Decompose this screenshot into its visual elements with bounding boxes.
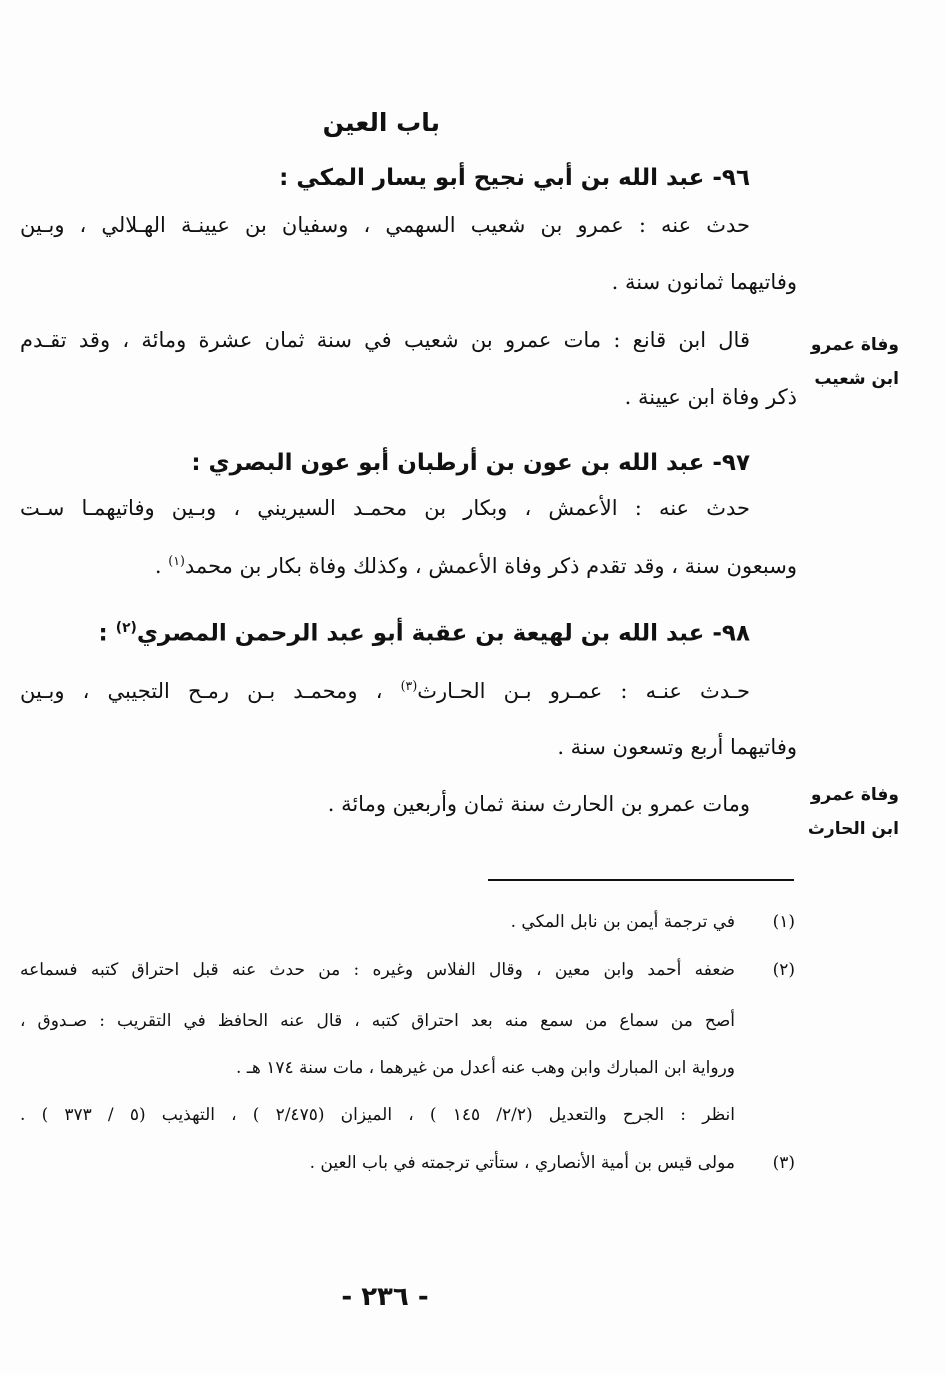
entry-96-line-4: ذكر وفاة ابن عيينة .	[624, 385, 797, 409]
entry-96-line-2: وفاتيهما ثمانون سنة .	[611, 270, 797, 294]
footnote-1-text: في ترجمة أيمن بن نابل المكي .	[510, 912, 735, 932]
entry-96-heading: ٩٦- عبد الله بن أبي نجيح أبو يسار المكي :	[279, 165, 750, 191]
margin-note-amr-harith: وفاة عمرو ابن الحارث	[807, 785, 899, 839]
entry-97-heading: ٩٧- عبد الله بن عون بن أرطبان أبو عون البصري :	[191, 450, 750, 476]
entry-98-heading-end: :	[98, 620, 108, 647]
entry-98-line-2: وفاتيهما أربع وتسعون سنة .	[557, 735, 797, 759]
footnote-3-number: (٣)	[772, 1153, 795, 1173]
entry-96-line-1: حدث عنه : عمرو بن شعيب السهمي ، وسفيان بن عيينـة الهـلالي ، وبـين	[20, 213, 750, 237]
entry-97-line-2	[155, 553, 797, 578]
entry-97-line-2-text: وسبعون سنة ، وقد تقدم ذكر وفاة الأعمش ، وكذلك وفاة بكار بن محمد	[184, 554, 797, 578]
footnote-divider	[488, 879, 794, 881]
footnote-3-text: مولى قيس بن أمية الأنصاري ، ستأتي ترجمته في باب العين .	[309, 1153, 735, 1173]
page-number: - ٢٣٦ -	[341, 1282, 429, 1312]
entry-98-heading	[99, 620, 750, 647]
margin-note-amr-shuayb: وفاة عمرو ابن شعيب	[810, 335, 899, 389]
footnote-2-line-1: ضعفه أحمد وابن معين ، وقال الفلاس وغيره : من حدث عنه قبل احتراق كتبه فسماعه	[20, 960, 735, 980]
entry-98-heading-text: ٩٨- عبد الله بن لهيعة بن عقبة أبو عبد الرحمن المصري	[136, 620, 750, 647]
footnote-1-number: (١)	[772, 912, 795, 932]
footnote-3	[135, 1153, 795, 1173]
footnote-2-line-3: ورواية ابن المبارك وابن وهب عنه أعدل من غيرهما ، مات سنة ١٧٤ هـ .	[236, 1058, 735, 1078]
footnote-2	[20, 960, 795, 980]
entry-97-line-1: حدث عنه : الأعمش ، وبكار بن محمـد السيريني ، وبـين وفاتيهمـا سـت	[20, 496, 750, 520]
footnote-2-line-4: انظر : الجرح والتعديل (٢/٢/ ١٤٥ ) ، الميزان (٢/٤٧٥ ) ، التهذيب (٥ / ٣٧٣ ) .	[20, 1105, 735, 1125]
footnote-ref-1: (١)	[168, 553, 185, 568]
entry-98-line-3: ومات عمرو بن الحارث سنة ثمان وأربعين ومائة .	[327, 792, 750, 816]
entry-98-line-1	[20, 678, 750, 703]
chapter-title: باب العين	[322, 108, 440, 137]
entry-97-line-2-end: .	[154, 554, 162, 578]
entry-98-line-1a: حـدث عنـه : عمـرو بـن الحـارث	[417, 679, 750, 703]
footnote-ref-3: (٣)	[400, 678, 418, 693]
footnote-ref-2: (٢)	[115, 620, 137, 636]
footnote-2-line-2: أصح من سماع من سمع منه بعد احتراق كتبه ، قال عنه الحافظ في التقريب : صـدوق ،	[20, 1011, 735, 1031]
entry-96-line-3: قال ابن قانع : مات عمرو بن شعيب في سنة ثمان عشرة ومائة ، وقد تقـدم	[20, 328, 750, 352]
footnote-1	[135, 912, 795, 932]
footnote-2-number: (٢)	[772, 960, 795, 980]
entry-98-line-1b: ، ومحمـد بـن رمـح التجيبي ، وبـين	[20, 679, 383, 703]
